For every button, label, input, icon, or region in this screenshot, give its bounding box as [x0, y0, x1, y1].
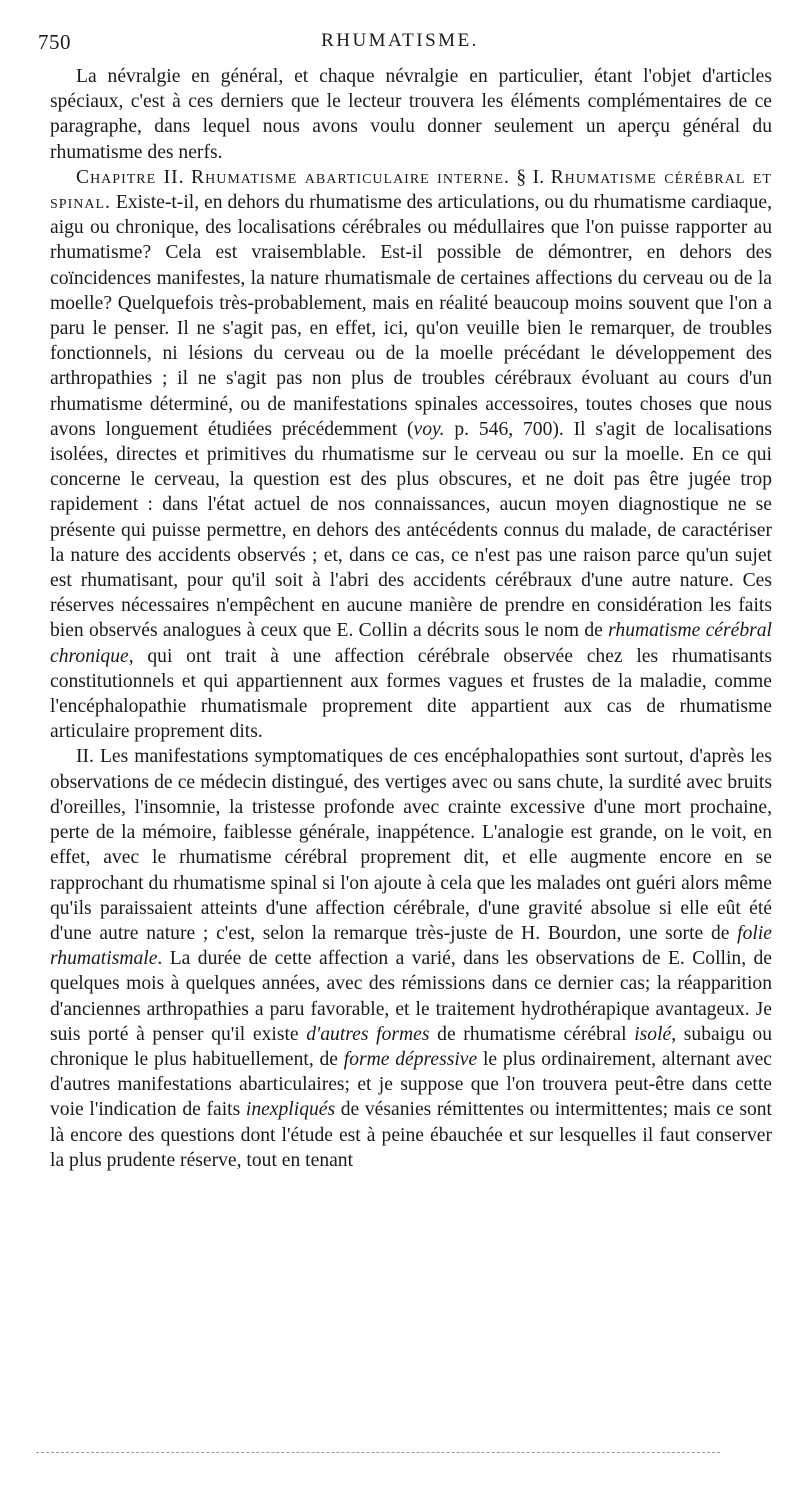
paragraph-manifestations — [50, 744, 772, 1172]
section-title: Rhumatisme cérébral et spinal. — [50, 166, 772, 214]
paragraph-text: II. Les manifestations symptomatiques de ces encéphalopathies sont surtout, d'après les observations de ce médecin distingué, des vertiges avec ou sans chute, la surdité avec bruits d'oreilles, l'insomnie, la tristesse profonde avec crainte excessive d'une mort prochaine, perte de la mémoire, faiblesse générale, inappétence. L'analogie est grande, on le voit, en effet, avec le rhumatisme cérébral proprement dit, et elle augmente encore en se rapprochant du rhumatisme spinal si l'on ajoute à cela que les malades ont guéri alors même qu'ils paraissaient atteints d'une affection cérébrale, d'une gravité absolue si elle eût été d'une autre nature ; c'est, selon la remarque très-juste de H. Bourdon, une sorte de — [50, 746, 772, 944]
italic-term: forme dépressive — [343, 1048, 478, 1070]
chapter-label: Chapitre II. — [76, 166, 185, 188]
paragraph-text: p. 546, 700). Il s'agit de localisations isolées, directes et primitives du rhumatisme sur le cerveau ou sur la moelle. En ce qui concerne le cerveau, la question est des plus obscures, et ne doit pas être jugée trop rapidement : dans l'état actuel de nos connaissances, aucun moyen diagnostique ne se présente qui puisse permettre, en dehors des antécédents connus du malade, de caractériser la nature des accidents observés ; et, dans ce cas, ce n'est pas une raison parce qu'un sujet est rhumatisant, pour qu'il soit à l'abri des accidents cérébraux d'une autre nature. Ces réserves nécessaires n'empêchent en aucune manière de prendre en considération les faits bien observés analogues à ceux que E. Collin a décrits sous le nom de — [50, 418, 772, 642]
paragraph-text: Existe-t-il, en dehors du rhumatisme des articulations, ou du rhumatisme cardiaque, aigu ou chronique, des localisations cérébrales ou médullaires que l'on puisse rapporter au rhumatisme? Cela est vraisemblable. Est-il possible de démontrer, en dehors des coïncidences manifestes, la nature rhumatismale de certaines affections du cerveau ou de la moelle? Quelquefois très-probablement, mais en réalité beaucoup moins souvent que l'on a paru le penser. Il ne s'agit pas, en effet, ici, qu'on veuille bien le remarquer, de troubles fonctionnels, ni lésions du cerveau ou de la moelle précédant le développement des arthropathies ; il ne s'agit pas non plus de troubles cérébraux évoluant au cours d'un rhumatisme déterminé, ou de manifestations spinales accessoires, toutes choses que nous avons longuement étudiées précédemment ( — [50, 192, 772, 440]
section-mark: § I. — [516, 166, 545, 188]
italic-term: d'autres formes — [306, 1023, 430, 1045]
paragraph-nevralgie: La névralgie en général, et chaque névralgie en particulier, étant l'objet d'articles spéciaux, c'est à ces derniers que le lecteur trouvera les éléments complémentaires de ce paragraphe, dans lequel nous avons voulu donner seulement un aperçu général du rhumatisme des nerfs. — [50, 66, 772, 163]
paragraph-text: le plus ordinairement, alternant avec d'autres manifestations abarticulaires; et je suppose que l'on trouvera peut-être dans cette voie l'indication de faits — [50, 1048, 772, 1121]
paragraph-text: de rhumatisme cérébral — [429, 1023, 635, 1045]
italic-term: isolé — [634, 1023, 672, 1045]
chapter-title: Rhumatisme abarticulaire interne. — [191, 166, 510, 188]
reference-abbrev: voy. — [413, 418, 445, 440]
paragraph-text: , qui ont trait à une affection cérébrale observée chez les rhumatisants constitutionnels et qui appartiennent aux formes vagues et frustes de la maladie, comme l'encéphalopathie rhumatismale proprement dite appartient aux cas de rhumatisme articulaire proprement dits. — [50, 645, 772, 743]
running-title: RHUMATISME. — [321, 30, 479, 51]
italic-term: folie rhumatismale — [50, 922, 772, 970]
body-text — [50, 64, 772, 1173]
paragraph-text: , subaigu ou chronique le plus habituellement, de — [50, 1023, 772, 1070]
running-head — [38, 30, 762, 60]
paragraph-text: . La durée de cette affection a varié, dans les observations de E. Collin, de quelques mois à quelques années, avec des rémissions dans ce dernier cas; la réapparition d'anciennes arthropathies a paru favorable, et le traitement hydrothérapique avantageux. Je suis porté à penser qu'il existe — [50, 948, 772, 1045]
paragraph-chapter-two — [50, 165, 772, 745]
italic-term: inexpliqués — [245, 1099, 336, 1121]
italic-term: rhumatisme cérébral chronique — [50, 620, 772, 667]
bottom-rule — [36, 1452, 720, 1453]
page-number: 750 — [38, 30, 71, 54]
paragraph-text: de vésanies rémittentes ou intermittentes; mais ce sont là encore des questions dont l'étude est à peine ébauchée et sur lesquelles il faut conserver la plus prudente réserve, tout en tenant — [50, 1099, 773, 1171]
